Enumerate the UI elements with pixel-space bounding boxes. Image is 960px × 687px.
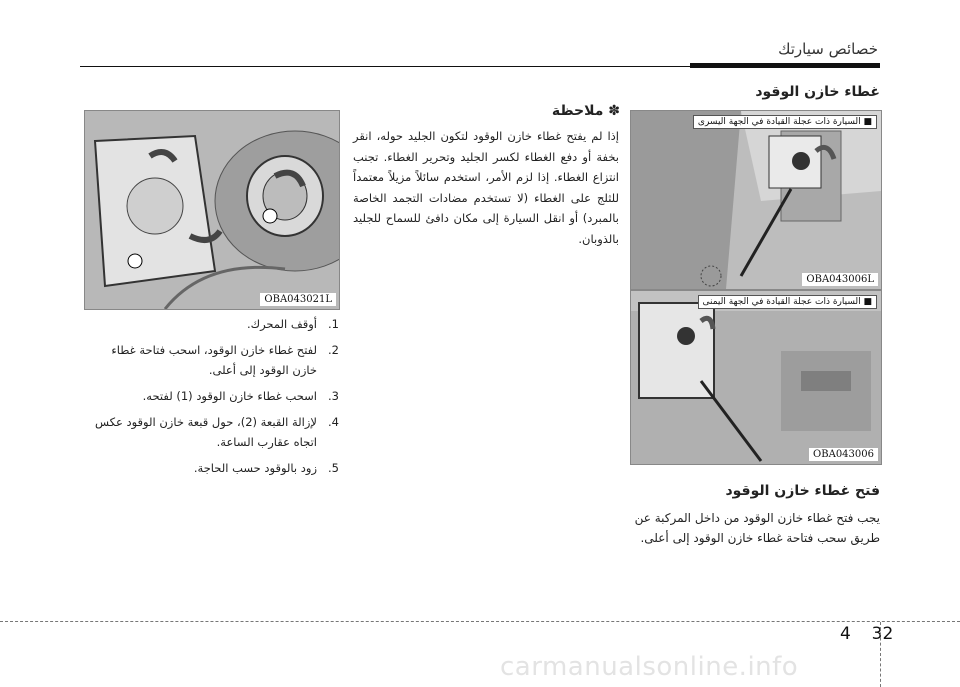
step-number: 4.	[328, 415, 339, 429]
chapter-title: خصائص سيارتك	[778, 40, 878, 58]
chapter-number: 4	[840, 624, 851, 644]
step-number: 3.	[328, 389, 339, 403]
steps-list	[84, 314, 339, 484]
header-rule-accent	[690, 63, 880, 68]
step-text: زود بالوقود حسب الحاجة.	[193, 461, 317, 475]
step-text: لفتح غطاء خازن الوقود، اسحب فتاحة غطاء خازن الوقود إلى أعلى.	[111, 343, 317, 377]
interior-photo-lhd	[630, 110, 882, 290]
interior-lhd-illustration	[631, 111, 881, 289]
image-caption-rhd: OBA043006	[809, 448, 878, 461]
opening-text: يجب فتح غطاء خازن الوقود من داخل المركبة عن طريق سحب فتاحة غطاء خازن الوقود إلى أعلى.	[634, 511, 880, 545]
list-item	[84, 458, 339, 478]
section-title: غطاء خازن الوقود	[755, 84, 880, 100]
step-number: 5.	[328, 461, 339, 475]
list-item	[84, 386, 339, 406]
fuel-door-photo	[84, 110, 340, 310]
step-text: اسحب غطاء خازن الوقود (1) لفتحه.	[142, 389, 317, 403]
notice-body: إذا لم يفتح غطاء خازن الوقود لتكون الجليد حوله، انقر بخفة أو دفع الغطاء لكسر الجليد وتحرير الغطاء. تجنب انتزاع الغطاء. إذا لزم الأمر، استخدم سائلاً مزيلاً معتمداً للثلج على الغطاء (لا تستخدم مضادات التجمد الخاصة بالمبرد) أو انقل السيارة إلى مكان دافئ للسماح للجليد بالذوبان.	[353, 129, 619, 246]
image-label-rhd: ■ السيارة ذات عجلة القيادة في الجهة اليمنى	[698, 295, 877, 309]
list-item	[84, 412, 339, 452]
step-text: أوقف المحرك.	[246, 317, 317, 331]
image-caption-lhd: OBA043006L	[802, 273, 878, 286]
image-label-lhd: ■ السيارة ذات عجلة القيادة في الجهة اليسرى	[693, 115, 877, 129]
footer-rule	[0, 621, 960, 622]
list-item	[84, 314, 339, 334]
opening-title: فتح غطاء خازن الوقود	[725, 483, 880, 499]
image-caption-fuel-door: OBA043021L	[260, 293, 336, 306]
page-separator	[880, 622, 881, 687]
notice-heading: ✽ ملاحظة	[551, 103, 620, 119]
watermark: carmanualsonline.info	[500, 652, 799, 682]
interior-rhd-illustration	[631, 291, 881, 464]
step-text: لإزالة القبعة (2)، حول قبعة خازن الوقود عكس اتجاه عقارب الساعة.	[94, 415, 317, 449]
list-item	[84, 340, 339, 380]
step-number: 1.	[328, 317, 339, 331]
page-index: 32	[871, 624, 894, 644]
page-number	[840, 624, 893, 644]
step-number: 2.	[328, 343, 339, 357]
fuel-door-illustration	[85, 111, 339, 309]
interior-photo-rhd	[630, 290, 882, 465]
